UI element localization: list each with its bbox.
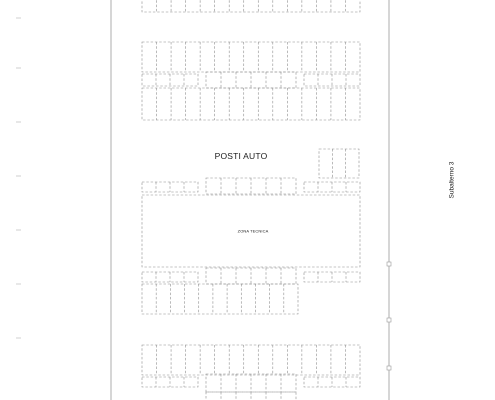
parking-row bbox=[142, 345, 360, 375]
left-margin-ticks bbox=[16, 18, 21, 338]
parking-row bbox=[142, 0, 360, 12]
building-walls bbox=[111, 0, 389, 400]
zone-label: ZONA TECNICA bbox=[237, 228, 269, 234]
wall-marker bbox=[387, 366, 391, 370]
parking-row bbox=[142, 284, 298, 314]
parking-blocks bbox=[142, 0, 360, 400]
wall-marker bbox=[387, 262, 391, 266]
parking-row bbox=[142, 42, 360, 72]
parking-row bbox=[319, 149, 359, 178]
plan-title: POSTI AUTO bbox=[214, 151, 268, 161]
subunit-label: Subalterno 3 bbox=[448, 161, 456, 199]
wall-marker bbox=[387, 318, 391, 322]
parking-row bbox=[142, 88, 360, 120]
